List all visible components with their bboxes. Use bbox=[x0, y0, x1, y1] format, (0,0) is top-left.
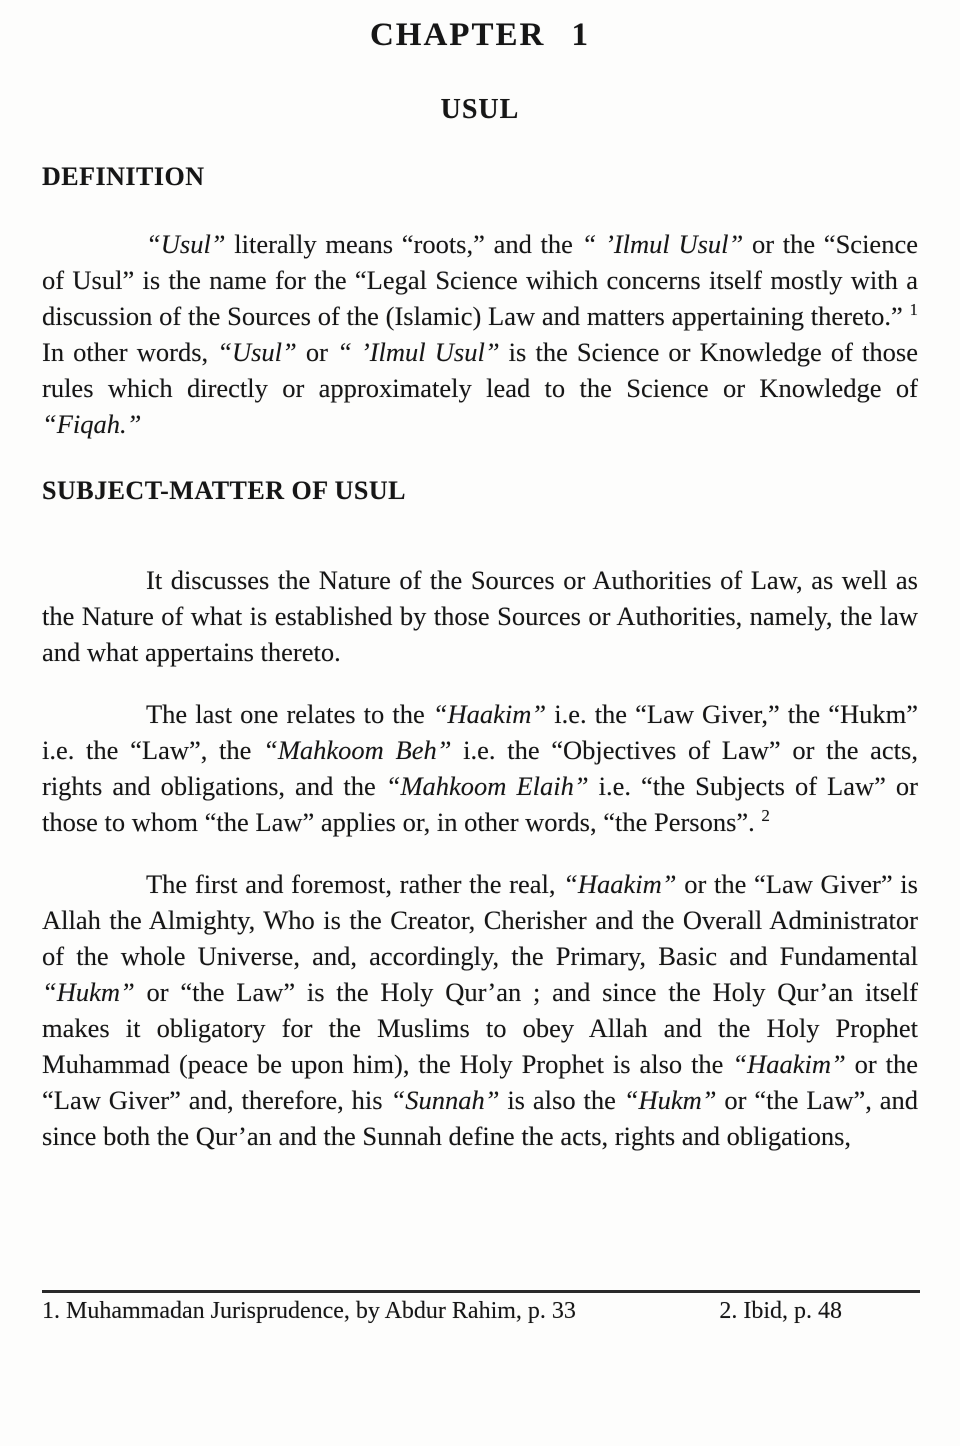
footnote-2: 2. Ibid, p. 48 bbox=[719, 1298, 842, 1324]
page-title: USUL bbox=[440, 94, 520, 125]
footnote-area bbox=[42, 1290, 920, 1326]
paragraph-subject-matter-1: It discusses the Nature of the Sources or Authorities of Law, as well as the Nature of what is established by those Sources or Authorities, namely, the law and what appertains thereto. bbox=[42, 565, 918, 667]
subject-matter-heading: SUBJECT-MATTER OF USUL bbox=[42, 476, 406, 505]
definition-heading: DEFINITION bbox=[42, 162, 205, 191]
paragraph-subject-matter-2: The last one relates to the “Haakim” i.e. the “Law Giver,” the “Hukm” i.e. the “Law”, the “Mahkoom Beh” i.e. the “Objectives of Law” or the acts, rights and obligations, and the “Mahkoom Elaih” i.e. “the Subjects of Law” or those to whom “the Law” applies or, in other words, “the Persons”. $^2$ bbox=[42, 699, 918, 837]
chapter-heading: CHAPTER 1 bbox=[369, 17, 591, 53]
paragraph-definition: “Usul” literally means “roots,” and the “ ’Ilmul Usul” or the “Science of Usul” is the name for the “Legal Science wihich concerns itself mostly with a discussion of the Sources of the (Islamic) Law and matters appertaining thereto.” $^1$ In other words, “Usul” or “ ’Ilmul Usul” is the Science or Knowledge of those rules which directly or approximately lead to the Science or Knowledge of “Fiqah.” bbox=[42, 229, 918, 439]
footnote-1: 1. Muhammadan Jurisprudence, by Abdur Rahim, p. 33 bbox=[42, 1298, 576, 1324]
paragraph-subject-matter-3: The first and foremost, rather the real, “Haakim” or the “Law Giver” is Allah the Almighty, Who is the Creator, Cherisher and the Overall Administrator of the whole Universe, and, accordingly, the Primary, Basic and Fundamental “Hukm” or “the Law” is the Holy Qur’an ; and since the Holy Qur’an itself makes it obligatory for the Muslims to obey Allah and the Holy Prophet Muhammad (peace be upon him), the Holy Prophet is also the “Haakim” or the “Law Giver” and, therefore, his “Sunnah” is also the “Hukm” or “the Law”, and since both the Qur’an and the Sunnah define the acts, rights and obligations, bbox=[42, 869, 919, 1151]
footnote-divider bbox=[42, 1290, 920, 1293]
footnote-row bbox=[42, 1296, 920, 1326]
